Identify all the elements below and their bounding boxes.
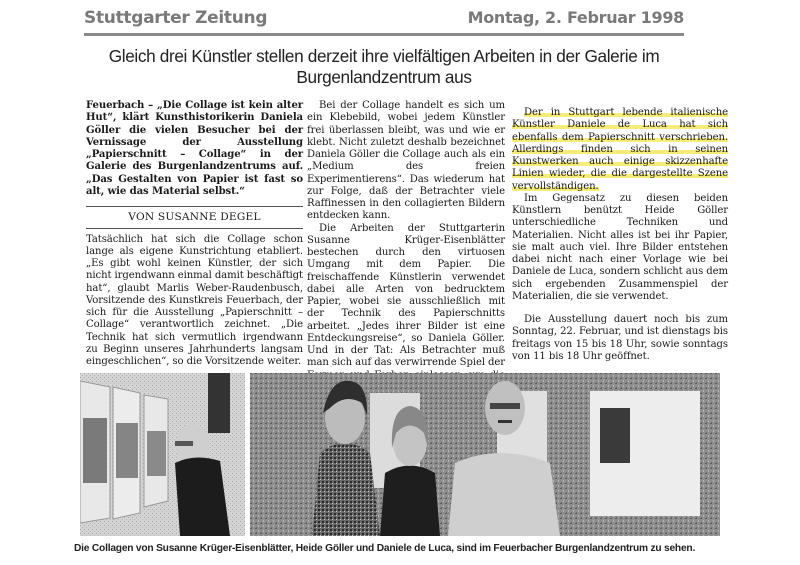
headline-line-1: Gleich drei Künstler stellen derzeit ihre vielfältigen Arbeiten in der Galerie im: [108, 46, 660, 66]
article-paragraph: Die Ausstellung dauert noch bis zum Sonntag, 22. Februar, und ist dienstags bis freitags von 15 bis 18 Uhr, sowie sonntags von 11 bis 18 Uhr geöffnet.: [512, 314, 728, 362]
byline-rule-top: [86, 206, 303, 207]
photo-three-artists: [250, 373, 720, 536]
article-lead: Feuerbach – „Die Collage ist kein alter Hut“, klärt Kunsthistorikerin Daniela Göller die vielen Besucher bei der Vernissage der Ausstellung „Papierschnitt – Collage“ in der Galerie des Burgenlandzentrums auf. „Das Gestalten von Papier ist fast so alt, wie das Material selbst.“: [86, 100, 303, 198]
byline-rule-bottom: [86, 228, 303, 229]
masthead-divider: [84, 33, 684, 36]
headline-line-2: Burgenlandzentrum aus: [296, 67, 472, 87]
photo-caption: Die Collagen von Susanne Krüger-Eisenblätter, Heide Göller und Daniele de Luca, sind im Feuerbacher Burgenlandzentrum zu sehen.: [74, 543, 696, 554]
article-paragraph: Bei der Collage handelt es sich um ein Klebebild, wobei jedem Künstler frei überlassen bleibt, was und wie er klebt. Nicht zuletzt deshalb bezeichnet Daniela Göller die Collage auch als ein „Medium des freien Experimentierens“. Das wiederum hat zur Folge, daß der Betrachter viele Raffinessen in den collagierten Bildern entdecken kann.: [307, 100, 505, 222]
article-column-3: [512, 107, 728, 363]
photo-man-viewing-collages: [80, 373, 245, 536]
article-column-2: [307, 100, 505, 394]
highlighted-paragraph: Der in Stuttgart lebende italienische Künstler Daniele de Luca hat sich ebenfalls dem Papierschnitt verschrieben. Allerdings finden sich in seinen Kunstwerken auch einige skizzenhafte Linien wieder, die die dargestellte Szene vervollständigen.: [512, 107, 728, 192]
publication-date: Montag, 2. Februar 1998: [467, 8, 684, 27]
newspaper-name: Stuttgarter Zeitung: [84, 8, 268, 28]
byline: VON SUSANNE DEGEL: [128, 211, 261, 224]
article-paragraph: Die Arbeiten der Stuttgarterin Susanne Krüger-Eisenblätter bestechen durch den virtuosen Umgang mit dem Papier. Die freischaffende Künstlerin verwendet dabei alle Arten von bedrucktem Papier, wobei sie ausschließlich mit der Technik des Papierschnitts arbeitet. „Jedes ihrer Bilder ist eine Entdeckungsreise“, so Daniela Göller. Und in der Tat: Als Betrachter muß man sich auf das verwirrende Spiel der: [307, 222, 506, 369]
article-paragraph: Tatsächlich hat sich die Collage schon lange als eigene Kunstrichtung etabliert. „Es gibt wohl keinen Künstler, der sich nicht irgendwann einmal damit beschäftigt hat“, glaubt Marlis Weber-Raudenbusch, Vorsitzende des Kunstkreis Feuerbach, der sich für die Ausstellung „Papierschnitt – Collage“ verantwortlich zeichnet. „Die Technik hat sich vermutlich irgendwann zu Beginn unseres Jahrhunderts langsam eingeschlichen“, so die Vorsitzende weiter.: [86, 233, 303, 368]
article-paragraph: Im Gegensatz zu diesen beiden Künstlern benützt Heide Göller unterschiedliche Techniken und Materialien. Nicht alles ist bei ihr Papier, sie malt auch viel. Ihre Bilder entstehen dabei nicht nach einer Vorlage wie bei Daniele de Luca, sondern schlicht aus dem sich ergebenden Zusammenspiel der Materialien, die sie verwendet.: [512, 192, 728, 302]
article-headline: [84, 46, 684, 88]
article-column-1: [86, 100, 303, 368]
masthead: [84, 8, 684, 30]
